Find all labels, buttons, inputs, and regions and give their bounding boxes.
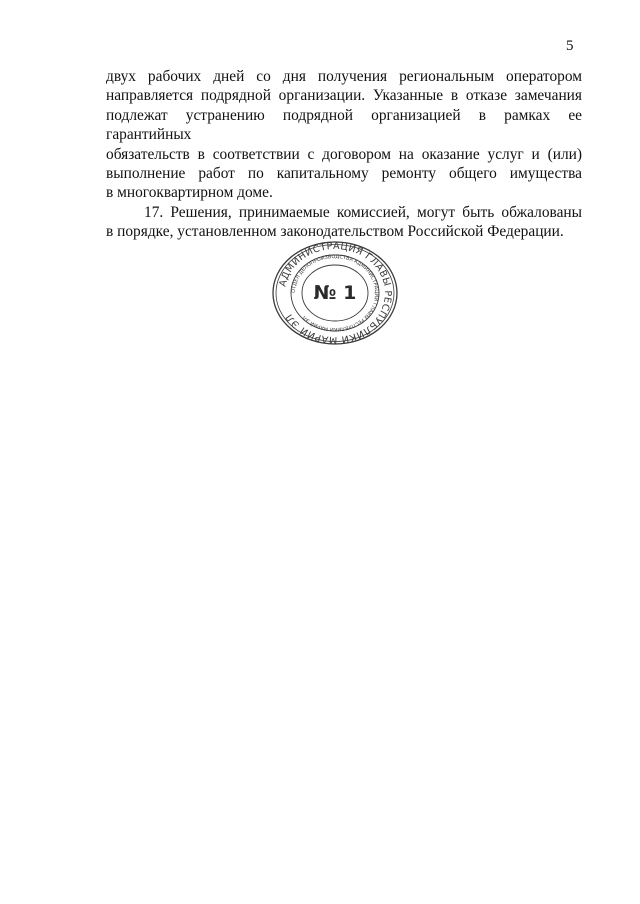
text-line: направляется подрядной организации. Указанные в отказе замечания	[106, 87, 582, 105]
text-line: в порядке, установленном законодательством Российской Федерации.	[106, 223, 564, 241]
stamp-inner-text: ОТДЕЛ ДЕЛОПРОИЗВОДСТВА АДМИНИСТРАЦИИ ГЛАВЫ РЕСПУБЛИКИ МАРИЙ ЭЛ	[290, 253, 380, 333]
text-line: двух рабочих дней со дня получения региональным оператором	[106, 68, 582, 85]
text-line: в многоквартирном доме.	[106, 184, 273, 202]
text-line: выполнение работ по капитальному ремонту общего имущества	[106, 165, 582, 183]
document-body	[106, 67, 582, 242]
text-line: 17. Решения, принимаемые комиссией, могут быть обжалованы	[144, 203, 582, 221]
stamp-outer-text: АДМИНИСТРАЦИЯ ГЛАВЫ РЕСПУБЛИКИ МАРИЙ ЭЛ	[277, 241, 394, 345]
official-stamp	[270, 241, 400, 345]
paragraph-continuation	[106, 67, 582, 203]
text-line: подлежат устранению подрядной организацией в рамках ее гарантийных	[106, 106, 582, 144]
paragraph-17	[106, 203, 582, 242]
stamp-seal-graphic	[270, 241, 400, 345]
text-line: обязательств в соответствии с договором на оказание услуг и (или)	[106, 145, 582, 163]
page-number: 5	[566, 38, 574, 54]
stamp-number: № 1	[313, 282, 357, 304]
